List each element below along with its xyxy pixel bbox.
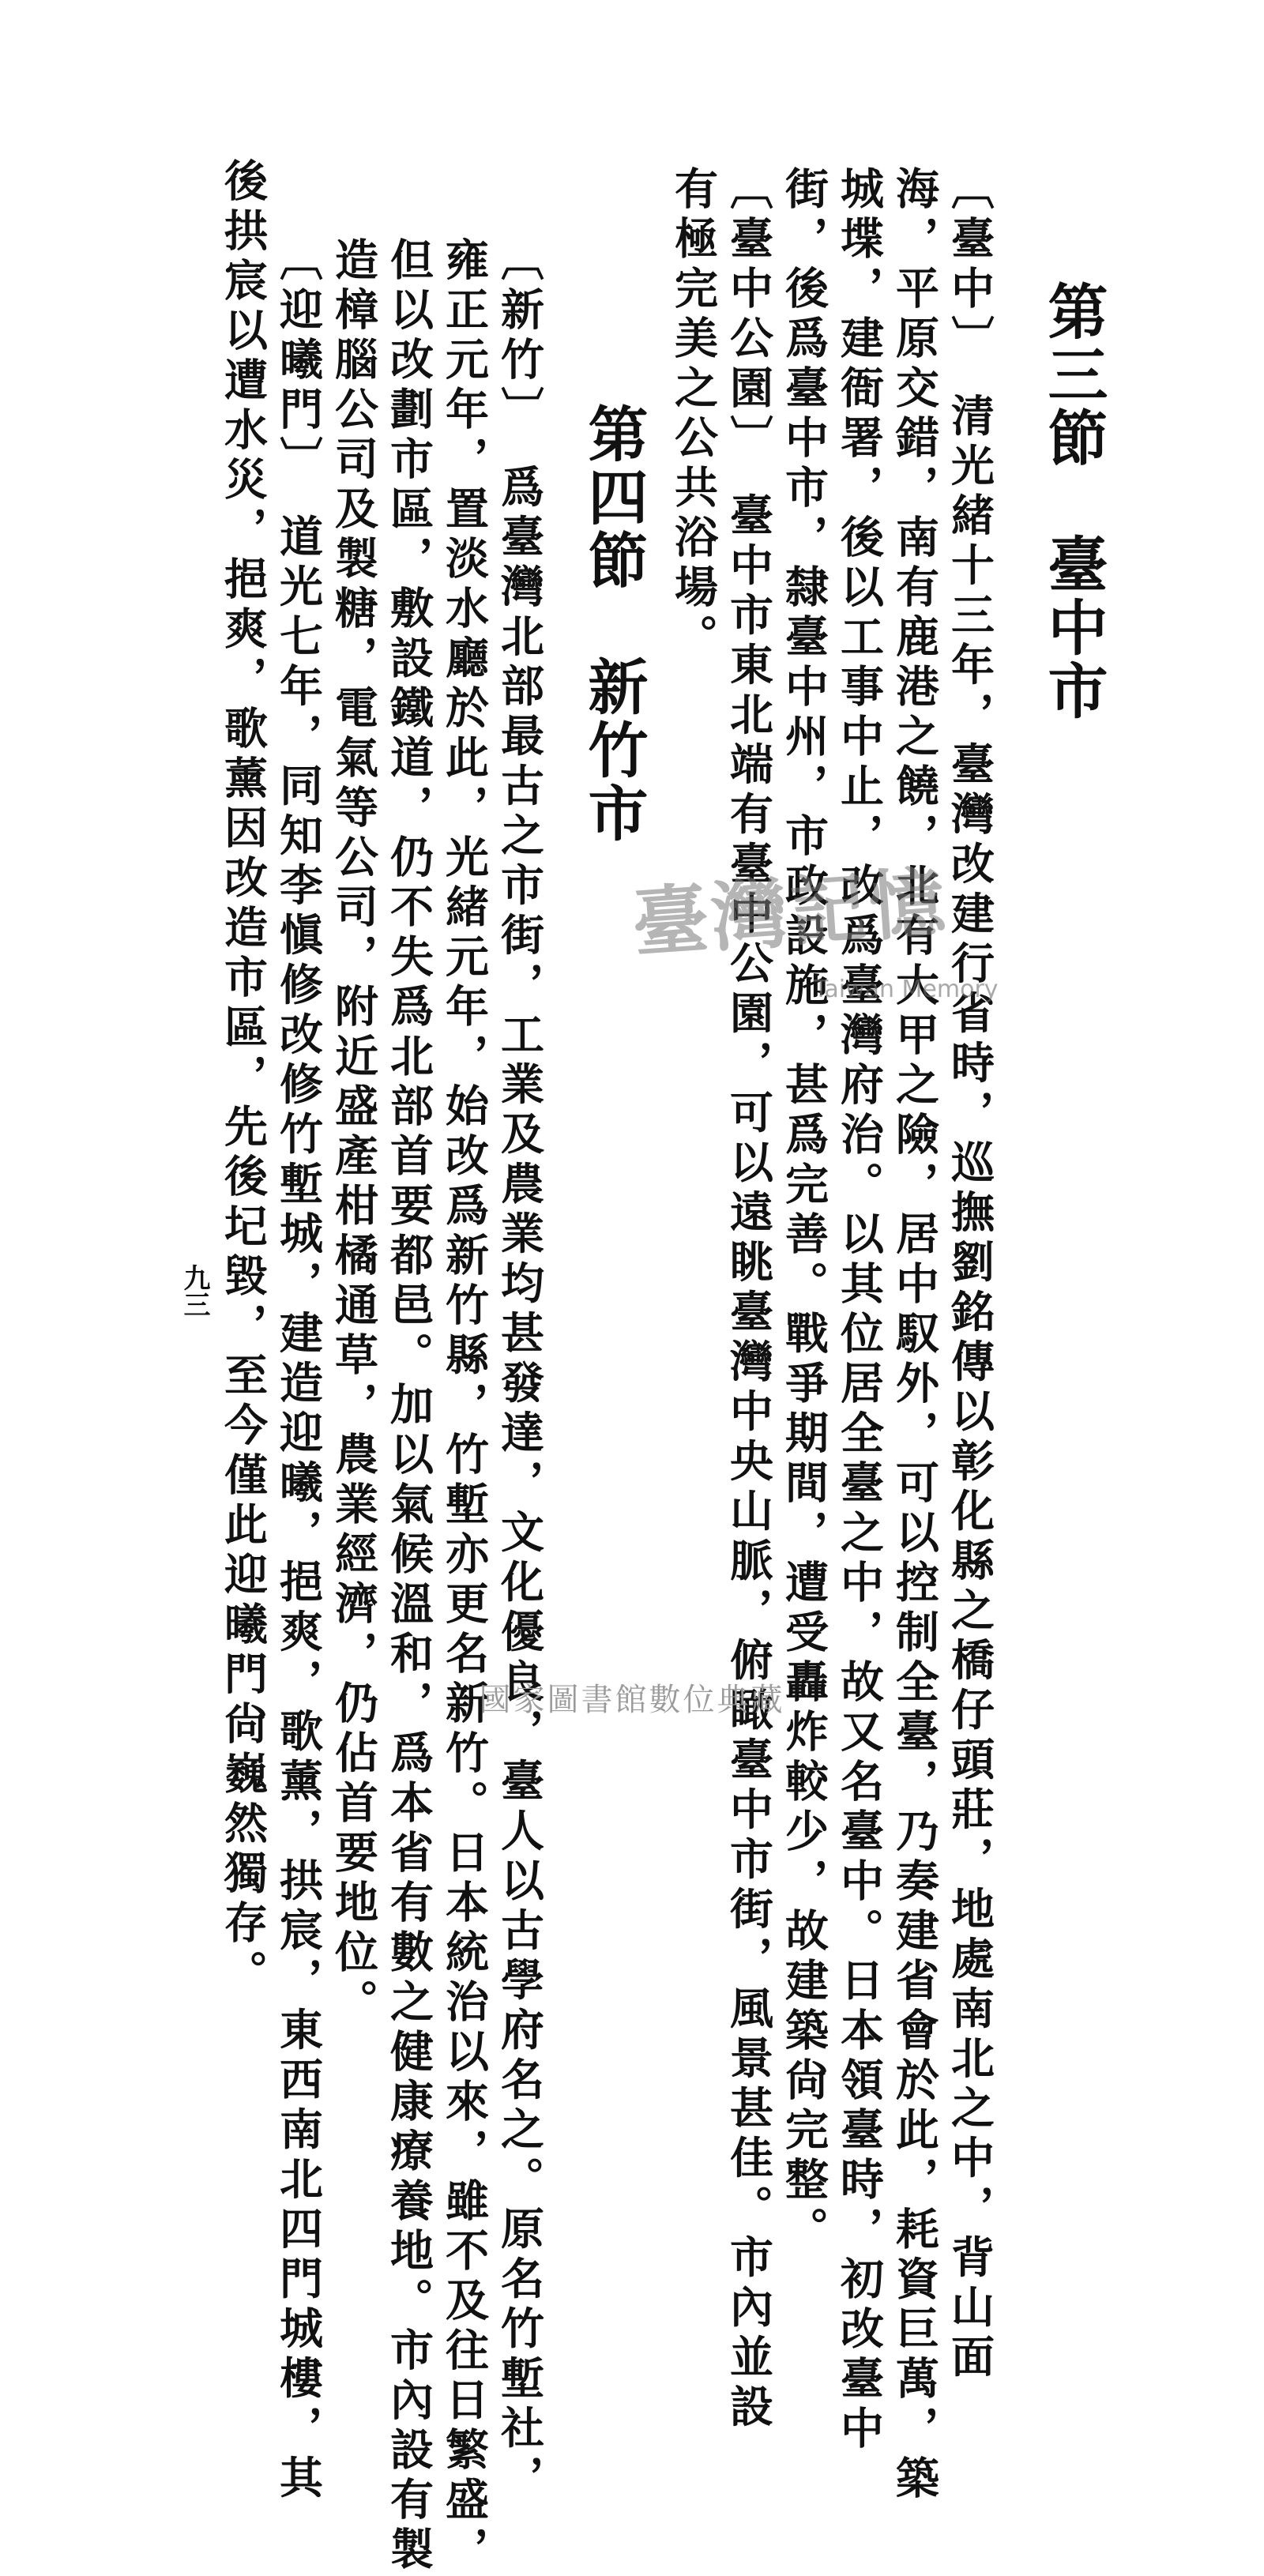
watermark-logo: 臺灣記憶 [630, 857, 951, 968]
section4-line-1: 〔新竹〕 爲臺灣北部最古之市街，工業及農業均甚發達，文化優良，臺人以古學府名之。原名竹塹社， [494, 237, 545, 2505]
footer-collection-label: 國家圖書館數位典藏 [479, 1682, 785, 1718]
section4-heading: 第四節 新竹市 [578, 403, 649, 845]
section4-line-2: 雍正元年，置淡水廳於此，光緒元年，始改爲新竹縣，竹塹亦更名新竹。日本統治以來，雖不及往日繁盛， [438, 237, 490, 2576]
section4-line-5: 〔迎曦門〕 道光七年，同知李愼修改修竹塹城，建造迎曦，挹爽，歌薰，拱宸，東西南北四門城樓，其 [273, 237, 324, 2505]
section3-line-3: 城堞，建衙署，後以工事中止，改爲臺灣府治。以其位居全臺之中，故又名臺中。日本領臺時，初改臺中 [833, 166, 885, 2455]
watermark-subtitle: Taiwan Memory [814, 976, 999, 1003]
section3-line-4: 街，後爲臺中市，隸臺中州，市政設施，甚爲完善。戰爭期間，遭受轟炸較少，故建築尙完整。 [778, 166, 830, 2256]
section3-line-2: 海，平原交錯，南有鹿港之饒，北有大甲之險，居中馭外，可以控制全臺，乃奏建省會於此，耗資巨萬，築 [889, 166, 940, 2505]
section3-line-1: 〔臺中〕 清光緒十三年，臺灣改建行省時，巡撫劉銘傳以彰化縣之橋仔頭莊，地處南北之中，背山面 [944, 166, 995, 2384]
section4-line-4: 造樟腦公司及製糖，電氣等公司，附近盛產柑橘通草，農業經濟，仍佔首要地位。 [328, 237, 379, 2029]
section4-line-6: 後拱宸以遭水災，挹爽，歌薰因改造市區，先後圮毀，至今僅此迎曦門尙巍然獨存。 [217, 158, 269, 1999]
section3-line-5: 〔臺中公園〕 臺中市東北端有臺中公園，可以遠眺臺灣中央山脈，俯瞰臺中市街，風景甚佳。市內並設 [723, 166, 774, 2434]
page-number: 九三 [179, 1264, 210, 1318]
section3-heading: 第三節 臺中市 [1038, 280, 1108, 723]
section4-line-3: 但以改劃市區，敷設鐵道，仍不失爲北部首要都邑。加以氣候溫和，爲本省有數之健康療養地。市內設有製 [383, 237, 434, 2576]
section3-line-6: 有極完美之公共浴場。 [668, 166, 719, 664]
